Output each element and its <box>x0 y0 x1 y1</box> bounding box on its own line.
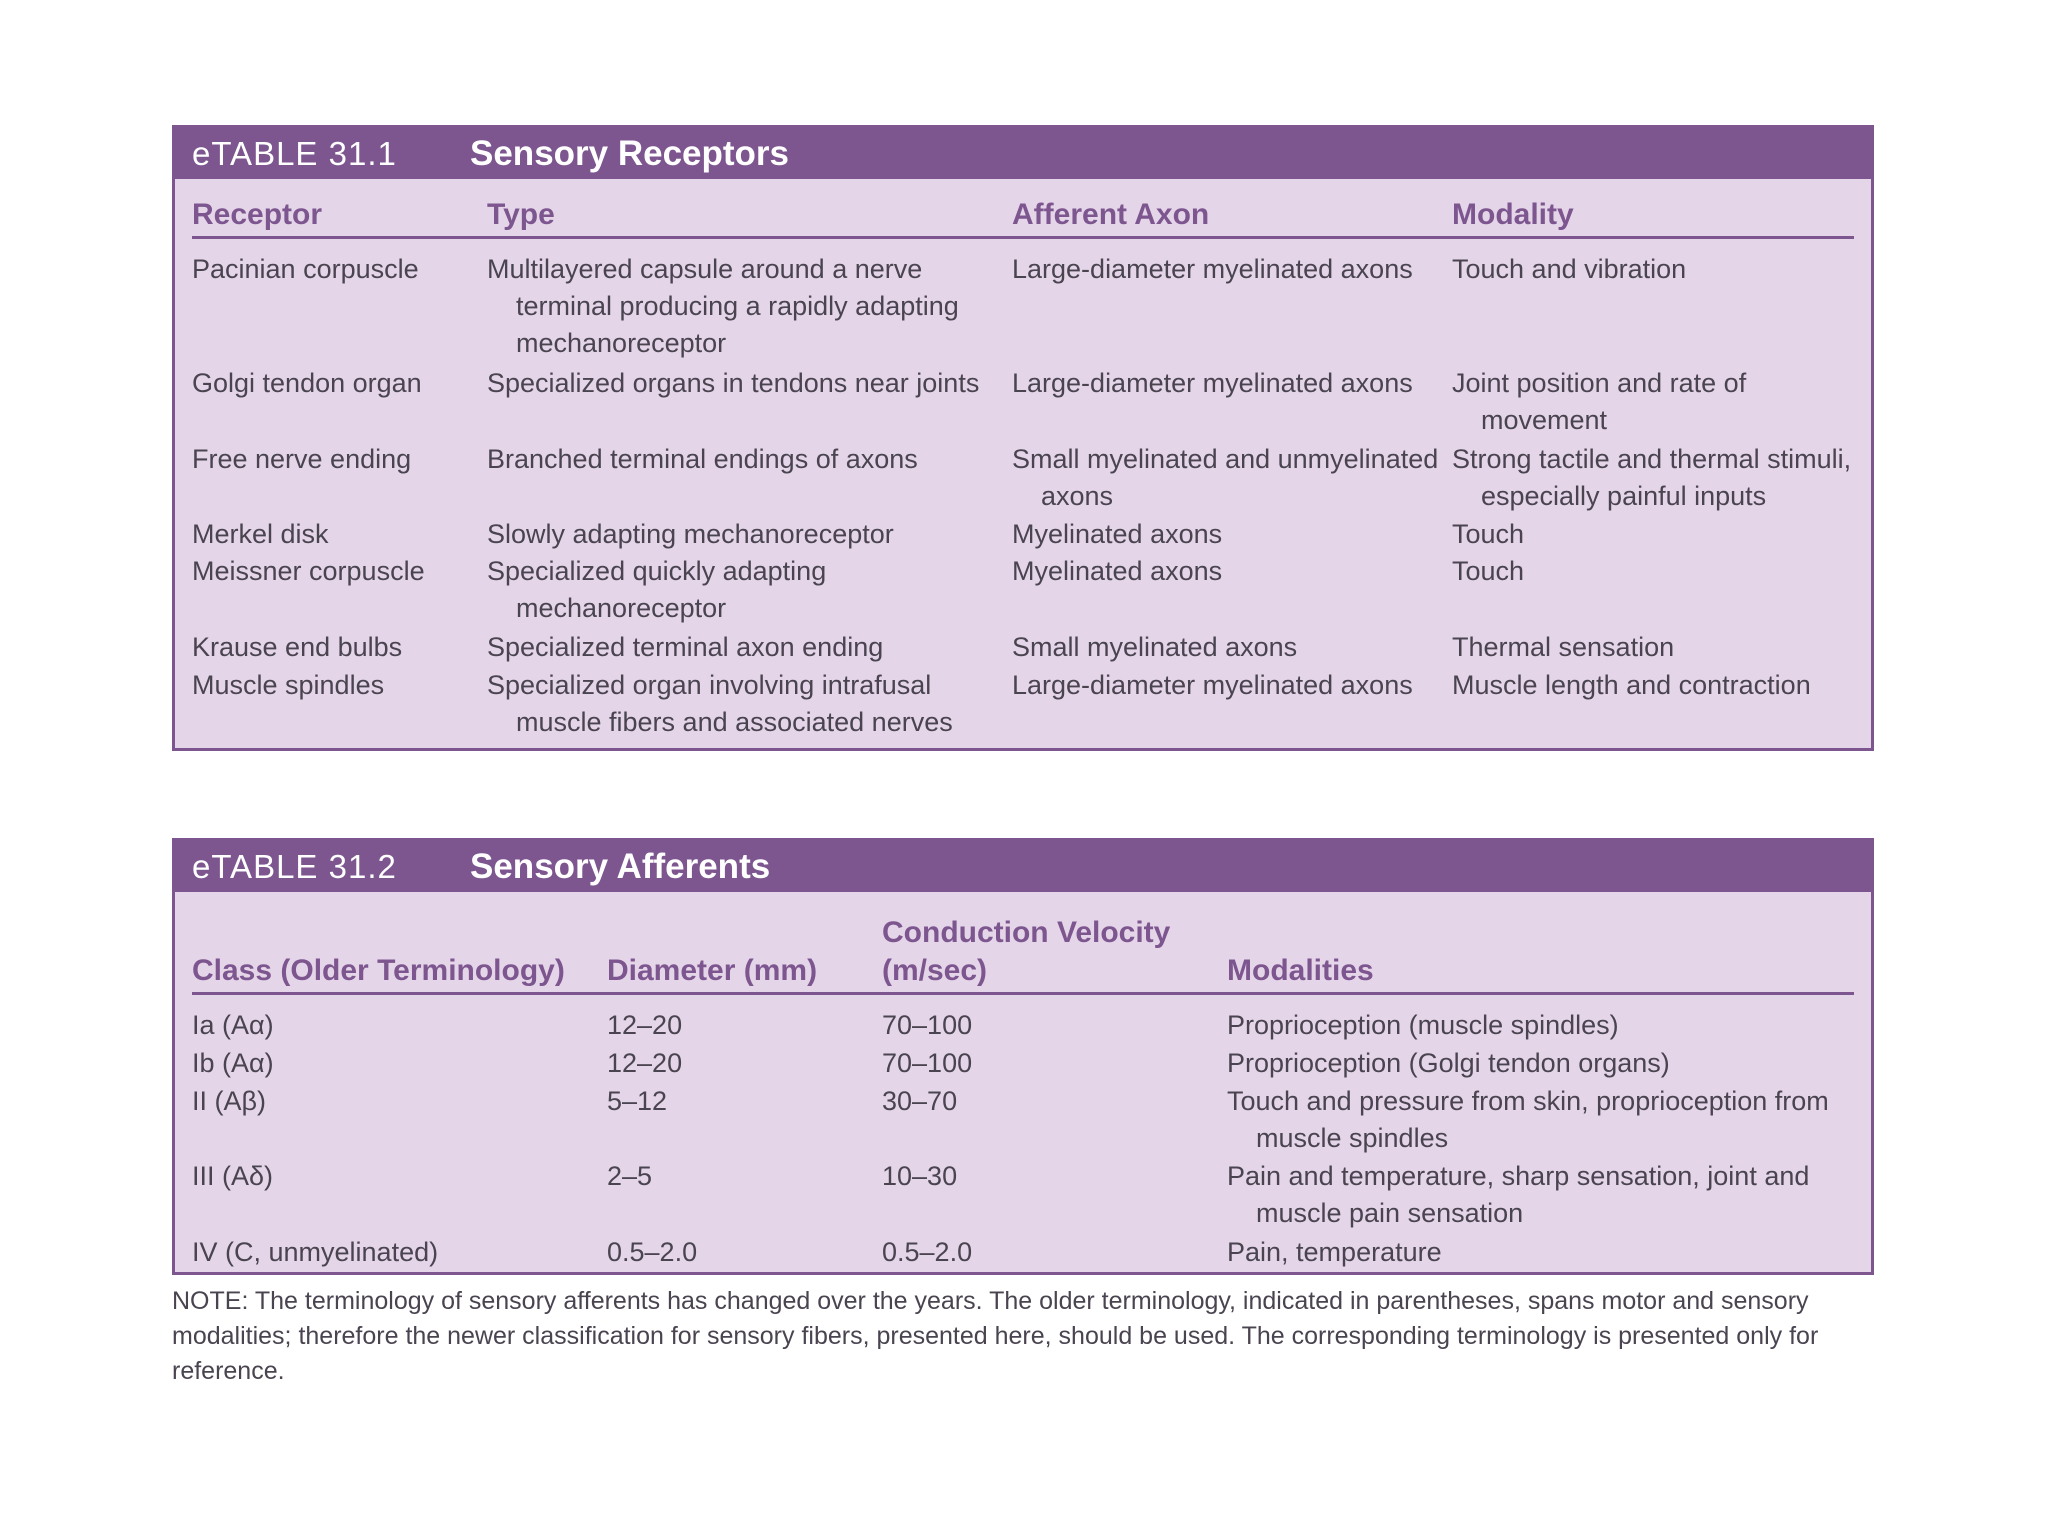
table-header <box>175 128 1871 179</box>
cell-type: Specialized organs in tendons near joints <box>487 368 980 398</box>
table-row <box>192 516 1854 553</box>
cell-modalities: Pain and temperature, sharp sensation, joint and muscle pain sensation <box>1227 1161 1810 1228</box>
table-grid <box>192 196 1854 743</box>
cell-afferent-axon: Myelinated axons <box>1012 556 1223 586</box>
cell-class: Ia (Aα) <box>192 1010 274 1040</box>
cell-receptor: Golgi tendon organ <box>192 368 422 398</box>
cell-afferent-axon: Small myelinated and unmyelinated axons <box>1012 444 1439 511</box>
column-header-diameter: Diameter (mm) <box>607 954 818 987</box>
table-row <box>192 1083 1854 1158</box>
cell-modality: Touch <box>1452 519 1525 549</box>
cell-diameter: 5–12 <box>607 1086 668 1116</box>
cell-modality: Thermal sensation <box>1452 632 1675 662</box>
cell-conduction-velocity: 70–100 <box>882 1010 973 1040</box>
cell-afferent-axon: Large-diameter myelinated axons <box>1012 254 1413 284</box>
cell-receptor: Free nerve ending <box>192 444 412 474</box>
table-row <box>192 667 1854 743</box>
sensory-receptors-table <box>172 125 1874 751</box>
cell-diameter: 12–20 <box>607 1010 683 1040</box>
column-header-row <box>192 196 1854 239</box>
cell-diameter: 2–5 <box>607 1161 653 1191</box>
cell-type: Specialized organ involving intrafusal muscle fibers and associated nerves <box>487 670 953 737</box>
column-header-conduction-velocity: Conduction Velocity (m/sec) <box>882 916 1171 987</box>
cell-modalities: Proprioception (Golgi tendon organs) <box>1227 1048 1670 1078</box>
sensory-afferents-table <box>172 838 1874 1275</box>
table-row <box>192 1234 1854 1272</box>
cell-conduction-velocity: 10–30 <box>882 1161 958 1191</box>
cell-receptor: Muscle spindles <box>192 670 385 700</box>
column-header-type: Type <box>487 198 555 231</box>
column-header-modality: Modality <box>1452 198 1574 231</box>
cell-receptor: Meissner corpuscle <box>192 556 425 586</box>
cell-type: Multilayered capsule around a nerve terminal producing a rapidly adapting mechanoreceptor <box>487 254 959 358</box>
table-title: Sensory Receptors <box>470 133 790 173</box>
cell-modality: Touch and vibration <box>1452 254 1687 284</box>
cell-afferent-axon: Large-diameter myelinated axons <box>1012 670 1413 700</box>
table-row <box>192 1158 1854 1234</box>
table-row <box>192 251 1854 365</box>
cell-afferent-axon: Myelinated axons <box>1012 519 1223 549</box>
table-grid <box>192 909 1854 1272</box>
table-number: eTABLE 31.1 <box>192 134 397 172</box>
cell-diameter: 0.5–2.0 <box>607 1237 698 1267</box>
cell-receptor: Krause end bulbs <box>192 632 403 662</box>
table-note: NOTE: The terminology of sensory afferents has changed over the years. The older terminology, indicated in parentheses, spans motor and sensory modalities; therefore the newer classification for sensory fibers, presented here, should be used. The corresponding terminology is presented only for reference. <box>172 1287 1819 1385</box>
cell-class: II (Aβ) <box>192 1086 267 1116</box>
table-title: Sensory Afferents <box>470 846 771 886</box>
cell-modality: Touch <box>1452 556 1525 586</box>
cell-type: Specialized quickly adapting mechanoreceptor <box>487 556 827 623</box>
cell-afferent-axon: Large-diameter myelinated axons <box>1012 368 1413 398</box>
table-row <box>192 365 1854 441</box>
cell-modalities: Pain, temperature <box>1227 1237 1442 1267</box>
cell-modality: Strong tactile and thermal stimuli, especially painful inputs <box>1452 444 1852 511</box>
table-body <box>192 1007 1854 1272</box>
cell-modality: Muscle length and contraction <box>1452 670 1811 700</box>
column-header-modalities: Modalities <box>1227 954 1374 987</box>
cell-type: Slowly adapting mechanoreceptor <box>487 519 894 549</box>
table-number: eTABLE 31.2 <box>192 847 397 885</box>
column-header-class: Class (Older Terminology) <box>192 954 565 987</box>
table-row <box>192 1007 1854 1045</box>
column-header-afferent-axon: Afferent Axon <box>1012 198 1210 231</box>
cell-receptor: Pacinian corpuscle <box>192 254 419 284</box>
column-header-row <box>192 909 1854 995</box>
cell-modalities: Touch and pressure from skin, proprioception from muscle spindles <box>1227 1086 1829 1153</box>
cell-modalities: Proprioception (muscle spindles) <box>1227 1010 1619 1040</box>
cell-type: Branched terminal endings of axons <box>487 444 918 474</box>
cell-receptor: Merkel disk <box>192 519 329 549</box>
table-row <box>192 441 1854 516</box>
table-row <box>192 629 1854 667</box>
cell-class: III (Aδ) <box>192 1161 274 1191</box>
cell-conduction-velocity: 70–100 <box>882 1048 973 1078</box>
table-body <box>192 251 1854 743</box>
cell-type: Specialized terminal axon ending <box>487 632 884 662</box>
table-row <box>192 553 1854 629</box>
cell-class: Ib (Aα) <box>192 1048 274 1078</box>
cell-conduction-velocity: 30–70 <box>882 1086 958 1116</box>
column-header-receptor: Receptor <box>192 198 323 231</box>
cell-conduction-velocity: 0.5–2.0 <box>882 1237 973 1267</box>
table-row <box>192 1045 1854 1083</box>
cell-afferent-axon: Small myelinated axons <box>1012 632 1298 662</box>
table-header <box>175 841 1871 892</box>
cell-modality: Joint position and rate of movement <box>1452 368 1747 435</box>
cell-class: IV (C, unmyelinated) <box>192 1237 439 1267</box>
cell-diameter: 12–20 <box>607 1048 683 1078</box>
